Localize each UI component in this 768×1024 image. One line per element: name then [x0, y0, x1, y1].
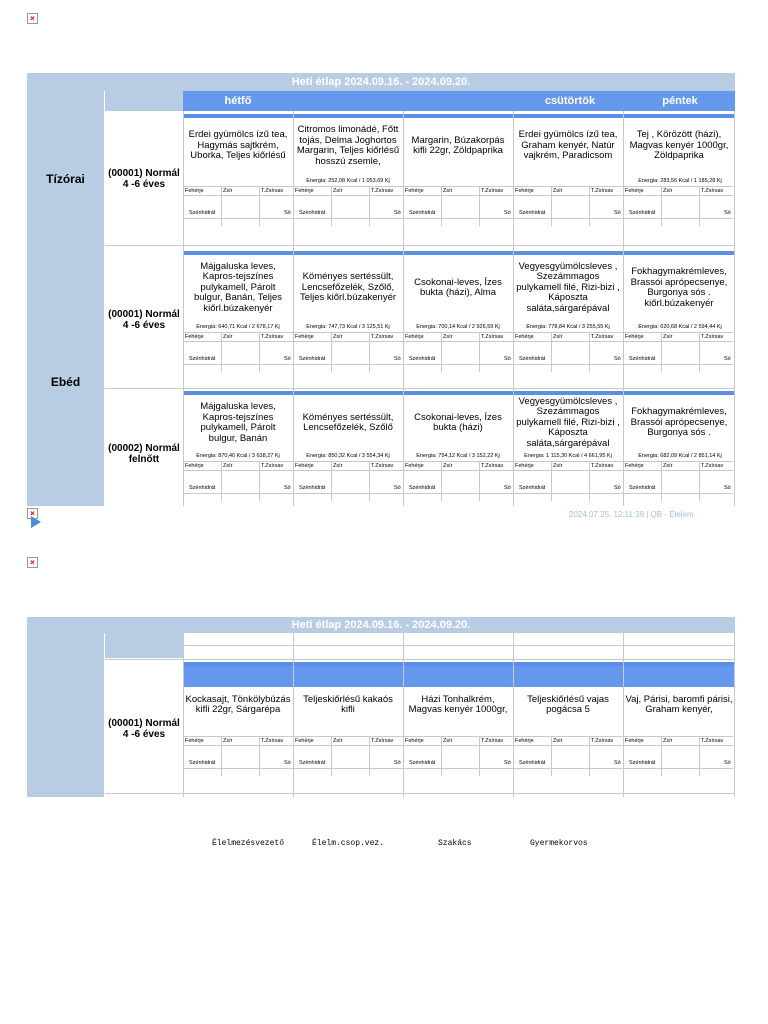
energy-mon-ebed-adult: Energia: 870,40 Kcal / 3 638,27 Kj	[196, 453, 280, 459]
nutrient-label: Fehérje	[515, 188, 534, 194]
nutrient-grid-line	[479, 461, 480, 501]
nutrient-grid-line	[589, 461, 590, 501]
nutrient-grid-line	[403, 195, 513, 196]
nutrient-grid-line	[513, 218, 623, 219]
nutrient-grid-line	[699, 186, 700, 226]
column-separator	[293, 111, 294, 506]
nutrient-label: Fehérje	[185, 738, 204, 744]
nutrient-label: Só	[504, 356, 511, 362]
nutrient-grid-line	[513, 461, 623, 462]
nutrient-label: Só	[724, 485, 731, 491]
nutrient-grid-line	[441, 461, 442, 501]
nutrient-grid-line	[183, 745, 293, 746]
nutrient-grid-line	[623, 461, 733, 462]
energy-wed-ebed-child: Energia: 700,14 Kcal / 2 926,59 Kj	[416, 324, 500, 330]
menu-item-wed-ebed-child: Csokonai-leves, Ízes bukta (házi), Alma	[414, 276, 502, 298]
menu-item-tue-uzsonna: Teljeskiőrlésű kakaós kifli	[303, 693, 393, 715]
nutrient-label: Fehérje	[625, 738, 644, 744]
nutrient-label: Fehérje	[295, 463, 314, 469]
group-label-normal-4-6: (00001) Normál 4 -6 éves	[108, 168, 180, 190]
nutrient-label: Só	[394, 356, 401, 362]
nutrient-grid-line	[623, 341, 733, 342]
nutrient-label: Zsír	[223, 334, 233, 340]
nutrient-label: Só	[724, 760, 731, 766]
energy-thu-ebed-child: Energia: 778,84 Kcal / 3 255,55 Kj	[526, 324, 610, 330]
nutrient-label: Szénhidrát	[629, 760, 656, 766]
energy-wed-ebed-adult: Energia: 754,12 Kcal / 3 152,22 Kj	[416, 453, 500, 459]
menu-item-thu-tizorai: Erdei gyümölcs ízű tea, Graham kenyér, Natúr vajkrém, Paradicsom	[518, 129, 618, 162]
nutrient-label: T.Zsírsav	[261, 188, 284, 194]
nutrient-label: Zsír	[443, 188, 453, 194]
nutrient-grid-line	[513, 470, 623, 471]
column-separator	[293, 633, 294, 797]
nutrient-label: Fehérje	[515, 334, 534, 340]
nutrient-label: Só	[724, 356, 731, 362]
nutrient-label: Szénhidrát	[189, 760, 216, 766]
energy-fri-ebed-child: Energia: 620,68 Kcal / 2 594,44 Kj	[638, 324, 722, 330]
row-divider	[183, 391, 735, 395]
nutrient-grid-line	[183, 341, 293, 342]
nutrient-label: Zsír	[553, 738, 563, 744]
nutrient-label: Fehérje	[405, 334, 424, 340]
nutrient-grid-line	[221, 332, 222, 372]
nutrient-grid-line	[259, 332, 260, 372]
nutrient-label: Só	[614, 485, 621, 491]
nutrient-label: Fehérje	[295, 334, 314, 340]
column-separator	[513, 111, 514, 506]
nutrient-grid-line	[551, 332, 552, 372]
menu-item-tue-tizorai: Citromos limonádé, Főtt tojás, Delma Joghortos Margarin, Teljes kiőrlésű hosszú zsemle,	[296, 124, 400, 167]
nutrient-label: Fehérje	[185, 463, 204, 469]
menu-item-tue-ebed-child: Köményes sertéssült, Lencsefőzelék, Szőlő, Teljes kiőrl.búzakenyér	[299, 271, 397, 304]
nutrient-grid-line	[293, 195, 403, 196]
nutrient-grid-line	[623, 332, 733, 333]
nutrient-grid-line	[403, 493, 513, 494]
nutrient-grid-line	[513, 768, 623, 769]
nutrient-grid-line	[293, 470, 403, 471]
nutrient-label: Szénhidrát	[519, 356, 546, 362]
nutrient-grid-line	[589, 736, 590, 776]
group-label-normal-4-6: (00001) Normál 4 -6 éves	[108, 718, 180, 740]
nutrient-grid-line	[183, 470, 293, 471]
signature-food-manager: Élelmezésvezető	[212, 839, 285, 848]
nutrient-label: Szénhidrát	[519, 485, 546, 491]
meal-label-tizorai: Tízórai	[46, 172, 85, 186]
nutrient-grid-line	[403, 768, 513, 769]
day-header-thursday: csütörtök	[544, 95, 596, 107]
nutrient-label: Zsír	[553, 188, 563, 194]
nutrient-grid-line	[293, 768, 403, 769]
nutrient-grid-line	[183, 364, 293, 365]
nutrient-label: T.Zsírsav	[591, 334, 614, 340]
energy-tue-ebed-child: Energia: 747,73 Kcal / 3 125,51 Kj	[306, 324, 390, 330]
nutrient-label: Szénhidrát	[629, 210, 656, 216]
nutrient-grid-line	[479, 736, 480, 776]
nutrient-label: Zsír	[663, 738, 673, 744]
nutrient-label: Só	[614, 356, 621, 362]
nutrient-label: Só	[284, 485, 291, 491]
nutrient-grid-line	[331, 332, 332, 372]
column-separator	[403, 111, 404, 506]
nutrient-grid-line	[551, 461, 552, 501]
nutrient-label: Zsír	[333, 463, 343, 469]
nutrient-grid-line	[403, 736, 513, 737]
nutrient-grid-line	[479, 332, 480, 372]
nutrient-grid-line	[699, 461, 700, 501]
group-label-normal-4-6: (00001) Normál 4 -6 éves	[108, 309, 180, 331]
menu-item-thu-ebed-adult: Vegyesgyümölcsleves , Szezámmagos pulykamell filé, Rizi-bizi , Káposzta saláta,sárgarépával	[516, 395, 620, 449]
energy-mon-ebed-child: Energia: 640,71 Kcal / 2 678,17 Kj	[196, 324, 280, 330]
nutrient-label: Fehérje	[405, 463, 424, 469]
nutrient-grid-line	[403, 218, 513, 219]
energy-fri-tizorai: Energia: 283,56 Kcal / 1 185,28 Kj	[638, 178, 722, 184]
row-separator	[105, 793, 735, 794]
menu-item-mon-uzsonna: Kockasajt, Tönkölybúzás kifli 22gr, Sárgarépa	[185, 693, 291, 715]
menu-item-fri-uzsonna: Vaj, Párisi, baromfi párisi, Graham kenyér,	[625, 693, 733, 715]
nutrient-label: Só	[284, 760, 291, 766]
nutrient-grid-line	[403, 332, 513, 333]
menu-item-wed-uzsonna: Házi Tonhalkrém, Magvas kenyér 1000gr,	[408, 693, 508, 715]
nutrient-label: Szénhidrát	[409, 485, 436, 491]
nutrient-label: Zsír	[443, 738, 453, 744]
nutrient-label: Szénhidrát	[299, 210, 326, 216]
nutrient-label: T.Zsírsav	[371, 334, 394, 340]
nutrient-label: T.Zsírsav	[701, 738, 724, 744]
column-separator	[513, 633, 514, 797]
nutrient-grid-line	[183, 461, 293, 462]
menu-item-thu-ebed-child: Vegyesgyümölcsleves , Szezámmagos pulykamell filé, Rizi-bizi , Káposzta saláta,sárgarépával	[516, 260, 620, 314]
meal-label-ebed: Ebéd	[50, 375, 81, 389]
meal-column	[27, 91, 104, 506]
nutrient-grid-line	[331, 461, 332, 501]
nutrient-grid-line	[513, 186, 623, 187]
nutrient-label: Só	[284, 210, 291, 216]
nutrient-grid-line	[441, 332, 442, 372]
nutrient-label: Zsír	[223, 463, 233, 469]
group-column-head	[105, 633, 183, 658]
nutrient-grid-line	[513, 332, 623, 333]
nutrient-grid-line	[699, 332, 700, 372]
broken-image-icon: ×	[27, 557, 38, 568]
nutrient-grid-line	[293, 493, 403, 494]
nutrient-grid-line	[183, 332, 293, 333]
nutrient-label: Fehérje	[625, 334, 644, 340]
group-column-head	[105, 91, 183, 111]
nutrient-grid-line	[403, 364, 513, 365]
day-header-monday: hétfő	[224, 95, 252, 107]
signature-cook: Szakács	[438, 839, 472, 848]
nutrient-label: Fehérje	[405, 188, 424, 194]
nutrient-label: Szénhidrát	[409, 356, 436, 362]
nutrient-label: T.Zsírsav	[701, 334, 724, 340]
nutrient-label: Zsír	[223, 738, 233, 744]
nutrient-grid-line	[513, 195, 623, 196]
nutrient-grid-line	[623, 195, 733, 196]
menu-item-fri-ebed-child: Fokhagymakrémleves, Brassói aprópecsenye, Burgonya sós . kiőrl.búzakenyér	[630, 266, 728, 309]
nutrient-grid-line	[403, 745, 513, 746]
energy-tue-ebed-adult: Energia: 850,32 Kcal / 3 554,34 Kj	[306, 453, 390, 459]
nutrient-label: Szénhidrát	[519, 760, 546, 766]
nutrient-label: T.Zsírsav	[261, 463, 284, 469]
nutrient-label: Zsír	[333, 738, 343, 744]
nutrient-grid-line	[293, 218, 403, 219]
nutrient-grid-line	[183, 768, 293, 769]
nutrient-grid-line	[183, 736, 293, 737]
nutrient-label: Szénhidrát	[189, 485, 216, 491]
nutrient-grid-line	[551, 736, 552, 776]
nutrient-label: Fehérje	[515, 463, 534, 469]
nutrient-label: Fehérje	[515, 738, 534, 744]
menu-title: Heti étlap 2024.09.16. - 2024.09.20.	[27, 617, 735, 633]
nutrient-label: T.Zsírsav	[371, 738, 394, 744]
nutrient-label: T.Zsírsav	[481, 738, 504, 744]
menu-item-tue-ebed-adult: Köményes sertéssült, Lencsefőzelék, Szőlő	[302, 411, 394, 433]
arrow-icon	[29, 514, 43, 530]
nutrient-label: T.Zsírsav	[371, 463, 394, 469]
menu-item-wed-ebed-adult: Csokonai-leves, Ízes bukta (házi)	[414, 411, 502, 433]
menu-title: Heti étlap 2024.09.16. - 2024.09.20.	[27, 73, 735, 91]
nutrient-grid-line	[293, 461, 403, 462]
nutrient-label: Szénhidrát	[629, 485, 656, 491]
nutrient-label: Fehérje	[625, 463, 644, 469]
nutrient-label: Zsír	[333, 188, 343, 194]
day-header-friday: péntek	[662, 95, 698, 107]
column-separator	[623, 633, 624, 797]
nutrient-label: T.Zsírsav	[481, 334, 504, 340]
energy-tue-tizorai: Energia: 252,08 Kcal / 1 053,69 Kj	[306, 178, 390, 184]
nutrient-label: Só	[394, 485, 401, 491]
nutrient-grid-line	[661, 461, 662, 501]
nutrient-label: Fehérje	[295, 188, 314, 194]
nutrient-grid-line	[331, 186, 332, 226]
nutrient-label: Só	[614, 210, 621, 216]
energy-fri-ebed-adult: Energia: 682,09 Kcal / 2 851,14 Kj	[638, 453, 722, 459]
nutrient-label: Zsír	[553, 463, 563, 469]
nutrient-label: Zsír	[443, 334, 453, 340]
nutrient-grid-line	[293, 736, 403, 737]
row-separator	[105, 388, 735, 389]
nutrient-label: Szénhidrát	[299, 485, 326, 491]
nutrient-label: T.Zsírsav	[261, 334, 284, 340]
nutrient-grid-line	[331, 736, 332, 776]
nutrient-label: Fehérje	[185, 188, 204, 194]
nutrient-grid-line	[293, 364, 403, 365]
nutrient-label: Szénhidrát	[189, 356, 216, 362]
nutrient-label: T.Zsírsav	[481, 463, 504, 469]
nutrient-grid-line	[513, 736, 623, 737]
nutrient-grid-line	[623, 745, 733, 746]
nutrient-label: Fehérje	[625, 188, 644, 194]
nutrient-grid-line	[259, 736, 260, 776]
nutrient-grid-line	[513, 364, 623, 365]
nutrient-grid-line	[403, 341, 513, 342]
nutrient-grid-line	[441, 736, 442, 776]
signature-group-lead: Élelm.csop.vez.	[312, 839, 385, 848]
nutrient-label: Fehérje	[295, 738, 314, 744]
nutrient-grid-line	[403, 186, 513, 187]
menu-item-fri-tizorai: Tej , Körözött (házi), Magvas kenyér 1000gr, Zöldpaprika	[629, 129, 729, 162]
nutrient-grid-line	[183, 195, 293, 196]
nutrient-label: Szénhidrát	[409, 760, 436, 766]
menu-item-mon-tizorai: Erdei gyümölcs ízű tea, Hagymás sajtkrém, Uborka, Teljes kiőrlésű	[188, 129, 288, 162]
nutrient-grid-line	[441, 186, 442, 226]
nutrient-label: Fehérje	[405, 738, 424, 744]
nutrient-grid-line	[293, 341, 403, 342]
nutrient-grid-line	[293, 332, 403, 333]
nutrient-grid-line	[183, 186, 293, 187]
energy-thu-ebed-adult: Energia: 1 115,30 Kcal / 4 661,95 Kj	[524, 453, 612, 459]
row-divider	[183, 251, 735, 255]
nutrient-grid-line	[623, 364, 733, 365]
nutrient-grid-line	[623, 186, 733, 187]
nutrient-label: Zsír	[663, 334, 673, 340]
menu-item-thu-uzsonna: Teljeskiőrlésű vajas pogácsa 5	[527, 693, 609, 715]
nutrient-grid-line	[589, 186, 590, 226]
nutrient-label: Szénhidrát	[409, 210, 436, 216]
nutrient-label: Zsír	[553, 334, 563, 340]
nutrient-label: T.Zsírsav	[591, 738, 614, 744]
nutrient-grid-line	[513, 745, 623, 746]
nutrient-grid-line	[589, 332, 590, 372]
row-separator	[105, 245, 735, 246]
nutrient-label: Só	[504, 760, 511, 766]
nutrient-label: Zsír	[663, 188, 673, 194]
nutrient-grid-line	[259, 186, 260, 226]
nutrient-label: T.Zsírsav	[701, 463, 724, 469]
nutrient-label: Só	[504, 210, 511, 216]
nutrient-grid-line	[623, 470, 733, 471]
nutrient-label: Szénhidrát	[629, 356, 656, 362]
nutrient-label: T.Zsírsav	[261, 738, 284, 744]
nutrient-label: Só	[724, 210, 731, 216]
nutrient-label: Fehérje	[185, 334, 204, 340]
nutrient-grid-line	[661, 736, 662, 776]
nutrient-grid-line	[259, 461, 260, 501]
nutrient-grid-line	[221, 736, 222, 776]
column-separator	[623, 111, 624, 506]
broken-image-icon: ×	[27, 508, 38, 519]
column-separator	[183, 633, 184, 797]
column-separator	[734, 111, 735, 506]
nutrient-label: Szénhidrát	[519, 210, 546, 216]
column-separator	[403, 633, 404, 797]
nutrient-label: T.Zsírsav	[591, 463, 614, 469]
nutrient-grid-line	[293, 186, 403, 187]
nutrient-grid-line	[369, 186, 370, 226]
nutrient-label: Só	[614, 760, 621, 766]
nutrient-grid-line	[479, 186, 480, 226]
group-label-normal-felnott: (00002) Normál felnőtt	[108, 443, 180, 465]
nutrient-grid-line	[661, 186, 662, 226]
nutrient-label: T.Zsírsav	[481, 188, 504, 194]
nutrient-label: Zsír	[223, 188, 233, 194]
nutrient-grid-line	[513, 493, 623, 494]
broken-image-icon: ×	[27, 13, 38, 24]
nutrient-grid-line	[661, 332, 662, 372]
menu-item-mon-ebed-child: Májgaluska leves, Kapros-tejszínes pulykamell, Párolt bulgur, Banán, Teljes kiőrl.búzakenyér	[193, 260, 283, 314]
nutrient-grid-line	[369, 461, 370, 501]
menu-item-mon-ebed-adult: Májgaluska leves, Kapros-tejszínes pulykamell, Párolt bulgur, Banán	[200, 401, 276, 444]
nutrient-grid-line	[551, 186, 552, 226]
nutrient-grid-line	[513, 341, 623, 342]
nutrient-label: Zsír	[443, 463, 453, 469]
nutrient-label: Só	[504, 485, 511, 491]
menu-item-fri-ebed-adult: Fokhagymakrémleves, Brassói aprópecsenye, Burgonya sós .	[630, 406, 728, 439]
signature-pediatrician: Gyermekorvos	[530, 839, 588, 848]
nutrient-grid-line	[623, 218, 733, 219]
nutrient-grid-line	[699, 736, 700, 776]
nutrient-grid-line	[183, 493, 293, 494]
nutrient-label: T.Zsírsav	[591, 188, 614, 194]
nutrient-label: Szénhidrát	[189, 210, 216, 216]
nutrient-label: T.Zsírsav	[701, 188, 724, 194]
nutrient-grid-line	[403, 461, 513, 462]
nutrient-grid-line	[221, 186, 222, 226]
menu-item-wed-tizorai: Margarin, Búzakorpás kifli 22gr, Zöldpaprika	[411, 134, 505, 156]
nutrient-label: Zsír	[333, 334, 343, 340]
day-header-row	[183, 666, 735, 687]
column-separator	[183, 111, 184, 506]
nutrient-label: Só	[394, 210, 401, 216]
row-separator	[105, 659, 735, 660]
nutrient-grid-line	[623, 768, 733, 769]
timestamp-footer: 2024.07.25. 12:11:39 | QB - Élelem	[569, 510, 694, 519]
nutrient-grid-line	[623, 736, 733, 737]
nutrient-label: Szénhidrát	[299, 356, 326, 362]
nutrient-grid-line	[293, 745, 403, 746]
column-separator	[734, 633, 735, 797]
nutrient-label: Szénhidrát	[299, 760, 326, 766]
nutrient-grid-line	[369, 736, 370, 776]
nutrient-label: Só	[284, 356, 291, 362]
nutrient-grid-line	[623, 493, 733, 494]
nutrient-grid-line	[369, 332, 370, 372]
nutrient-grid-line	[221, 461, 222, 501]
nutrient-label: T.Zsírsav	[371, 188, 394, 194]
nutrient-label: Só	[394, 760, 401, 766]
meal-column	[27, 633, 104, 797]
nutrient-grid-line	[183, 218, 293, 219]
nutrient-label: Zsír	[663, 463, 673, 469]
row-separator	[183, 645, 735, 646]
nutrient-grid-line	[403, 470, 513, 471]
